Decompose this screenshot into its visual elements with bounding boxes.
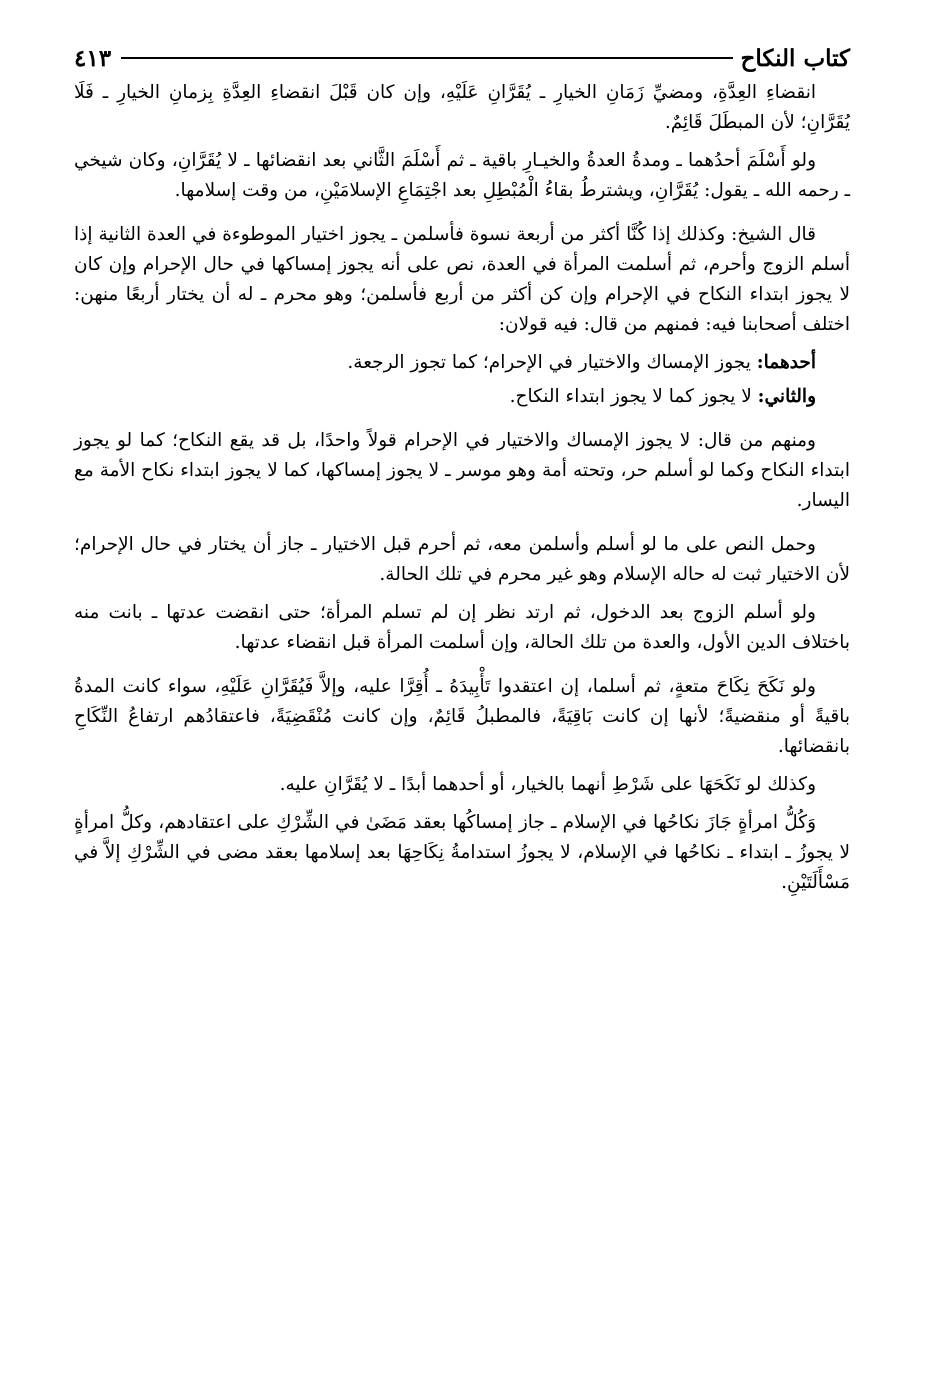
page-number: ٤١٣: [74, 44, 112, 72]
paragraph-7: ولو نَكَحَ نِكَاحَ متعةٍ، ثم أسلما، إن اعتقدوا تَأْبِيدَهُ ـ أُقِرَّا عليه، وإلاَّ فَيُقَرَّانِ عَلَيْهِ، سواء كانت المدةُ باقيةً أو منقضيةً؛ لأنها إن كانت بَاقِيَةً، فالمطبلُ قَائِمٌ، وإن كانت مُنْقَضِيَةً، فاعتقادُهم ارتفاعُ النِّكَاحِ بانقضائها.: [74, 676, 850, 757]
paragraph-6: ولو أسلم الزوج بعد الدخول، ثم ارتد نظر إن لم تسلم المرأة؛ حتى انقضت عدتها ـ بانت منه باختلاف الدين الأول، والعدة من تلك الحالة، وإن أسلمت المرأة قبل انقضاء عدتها.: [74, 602, 850, 653]
opinion-second-label: والثاني:: [757, 386, 816, 407]
paragraph-2: ولو أَسْلَمَ أحدُهما ـ ومدةُ العدةُ والخيـارِ باقية ـ ثم أَسْلَمَ الثَّاني بعد انقضائها ـ لا يُقَرَّانِ، وكان شيخي ـ رحمه الله ـ يقول: يُقَرَّانِ، ويشترطُ بقاءُ الْمُبْطِلِ بعد اجْتِمَاعِ الإسلامَيْنِ، من وقت إسلامها.: [74, 150, 850, 201]
opinion-second-text: لا يجوز كما لا يجوز ابتداء النكاح.: [509, 386, 752, 407]
opinion-second: [74, 382, 850, 412]
page-header: [74, 38, 850, 78]
paragraph-1: انقضاءِ العِدَّةِ، ومضيِّ زَمَانِ الخيارِ ـ يُقَرَّانِ عَلَيْهِ، وإن كان قَبْلَ انقضاءِ العِدَّةِ بِزمانِ الخيارِ ـ فَلَا يُقَرَّانِ؛ لأن المبطَلَ قَائِمٌ.: [74, 82, 850, 133]
paragraph-5: وحمل النص على ما لو أسلم وأسلمن معه، ثم أحرم قبل الاختيار ـ جاز أن يختار في حال الإحرام؛ لأن الاختيار ثبت له حاله الإسلام وهو غير محرم في تلك الحالة.: [74, 534, 850, 585]
paragraph-4: ومنهم من قال: لا يجوز الإمساك والاختيار في الإحرام قولاً واحدًا، بل قد يقع النكاح؛ كما لو يجوز ابتداء النكاح وكما لو أسلم حر، وتحته أمة وهو موسر ـ لا يجوز إمساكها، كما لا يجوز ابتداء نكاح الأمة مع اليسار.: [74, 430, 850, 511]
book-title: كتاب النكاح: [740, 44, 850, 72]
paragraph-3: قال الشيخ: وكذلك إذا كُنَّا أكثر من أربعة نسوة فأسلمن ـ يجوز اختيار الموطوءة في العدة الثانية إذا أسلم الزوج وأحرم، ثم أسلمت المرأة في العدة، نص على أنه يجوز إمساكها في حال الإحرام وإن كان لا يجوز ابتداء النكاح في الإحرام وإن كن أكثر من أربع فأسلمن؛ وهو محرم ـ له أن يختار أربعًا منهن: اختلف أصحابنا فيه: فمنهم من قال: فيه قولان:: [74, 224, 850, 335]
paragraph-8: وكذلك لو نَكَحَهَا على شَرْطِ أنهما بالخيار، أو أحدهما أبدًا ـ لا يُقَرَّانِ عليه.: [279, 774, 816, 795]
header-rule: [121, 57, 732, 59]
paragraph-9: وَكُلُّ امرأةٍ جَازَ نكاحُها في الإسلام ـ جاز إمساكُها بعقد مَضَىٰ في الشِّرْكِ على اعتقادهم، وكلُّ امرأةٍ لا يجوزُ ـ ابتداء ـ نكاحُها في الإسلام، لا يجوزُ استدامةُ نِكَاحِهَا بعد إسلامها بعقد مضى في الشِّرْكِ إلاَّ في مَسْأَلَتَيْنِ.: [74, 812, 850, 893]
page-body: [74, 78, 850, 898]
opinion-first-label: أحدهما:: [756, 352, 816, 373]
opinion-first-text: يجوز الإمساك والاختيار في الإحرام؛ كما تجوز الرجعة.: [347, 352, 751, 373]
opinion-first: [74, 348, 850, 378]
